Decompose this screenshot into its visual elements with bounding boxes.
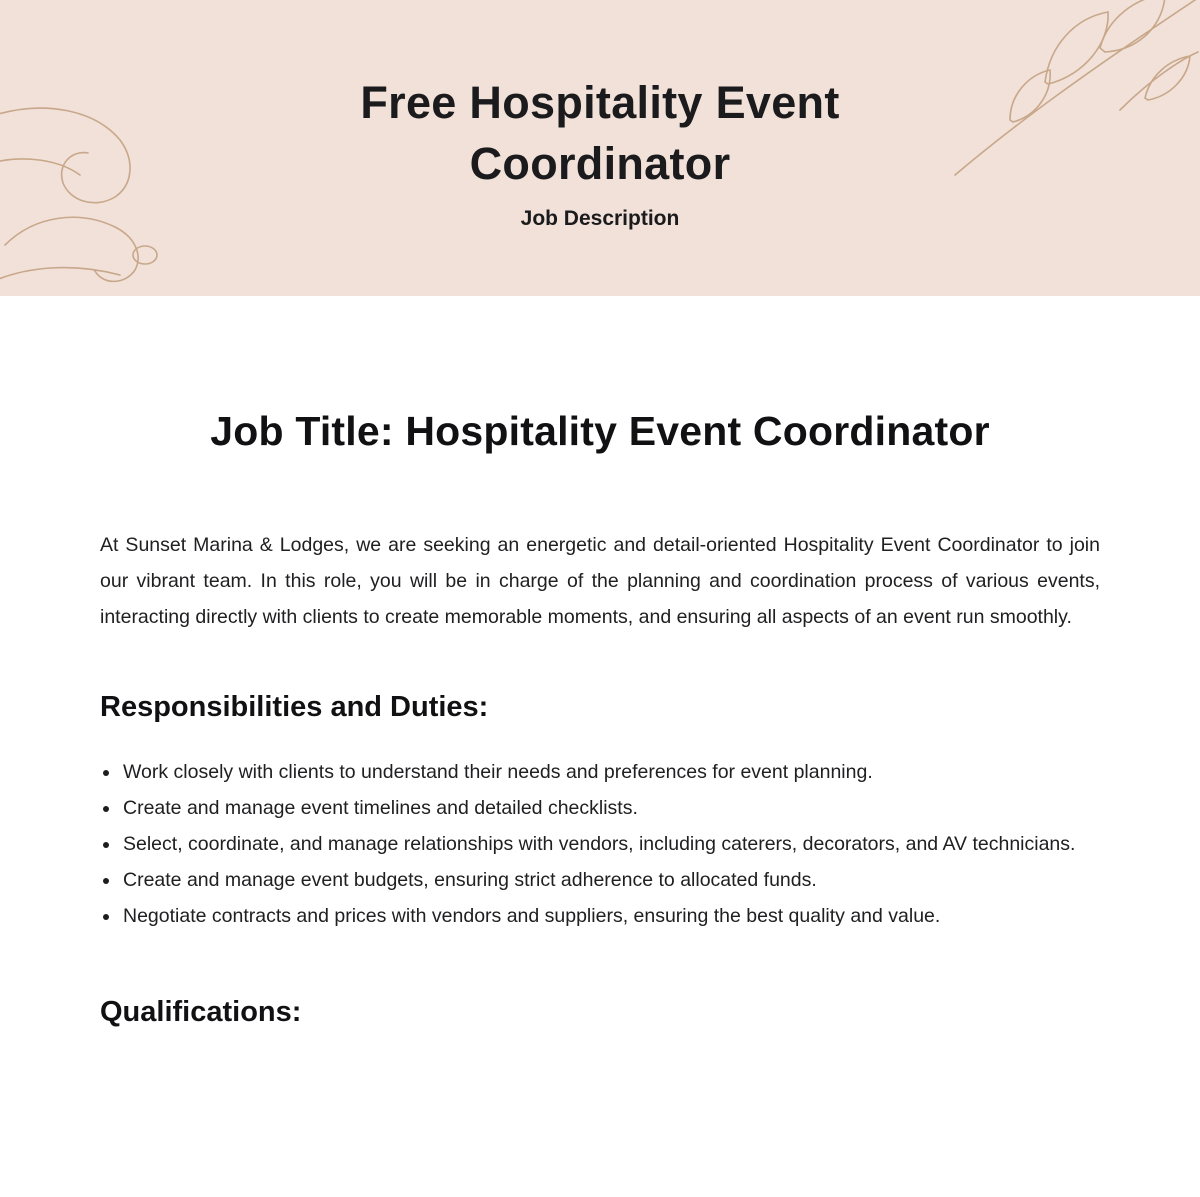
list-item	[100, 754, 1100, 790]
list-item	[100, 862, 1100, 898]
flower-line-art-icon	[0, 95, 195, 296]
page-subtitle: Job Description	[520, 206, 680, 230]
list-item	[100, 898, 1100, 934]
page-title: Free Hospitality Event Coordinator	[360, 77, 840, 189]
bullet-icon	[103, 878, 109, 884]
bullet-icon	[103, 770, 109, 776]
bullet-icon	[103, 914, 109, 920]
section-heading-responsibilities: Responsibilities and Duties:	[100, 691, 489, 723]
job-title-heading: Job Title: Hospitality Event Coordinator	[210, 408, 990, 454]
leaf-branch-icon	[950, 0, 1200, 185]
document-body	[0, 408, 1200, 1029]
list-item-text: Select, coordinate, and manage relationships with vendors, including caterers, decorators, and AV technicians.	[123, 833, 1076, 855]
list-item	[100, 790, 1100, 826]
bullet-icon	[103, 842, 109, 848]
bullet-icon	[103, 806, 109, 812]
list-item	[100, 826, 1100, 862]
list-item-text: Create and manage event timelines and detailed checklists.	[123, 797, 638, 819]
list-item-text: Work closely with clients to understand their needs and preferences for event planning.	[123, 761, 873, 783]
list-item-text: Create and manage event budgets, ensuring strict adherence to allocated funds.	[123, 869, 817, 891]
document-header	[0, 0, 1200, 296]
intro-paragraph: At Sunset Marina & Lodges, we are seeking an energetic and detail-oriented Hospitality Event Coordinator to join our vibrant team. In this role, you will be in charge of the planning and coordination process of various events, interacting directly with clients to create memorable moments, and ensuring all aspects of an event run smoothly.	[100, 534, 1100, 628]
section-heading-qualifications: Qualifications:	[100, 996, 302, 1028]
list-item-text: Negotiate contracts and prices with vendors and suppliers, ensuring the best quality and value.	[123, 905, 941, 927]
responsibilities-list	[100, 754, 1100, 934]
